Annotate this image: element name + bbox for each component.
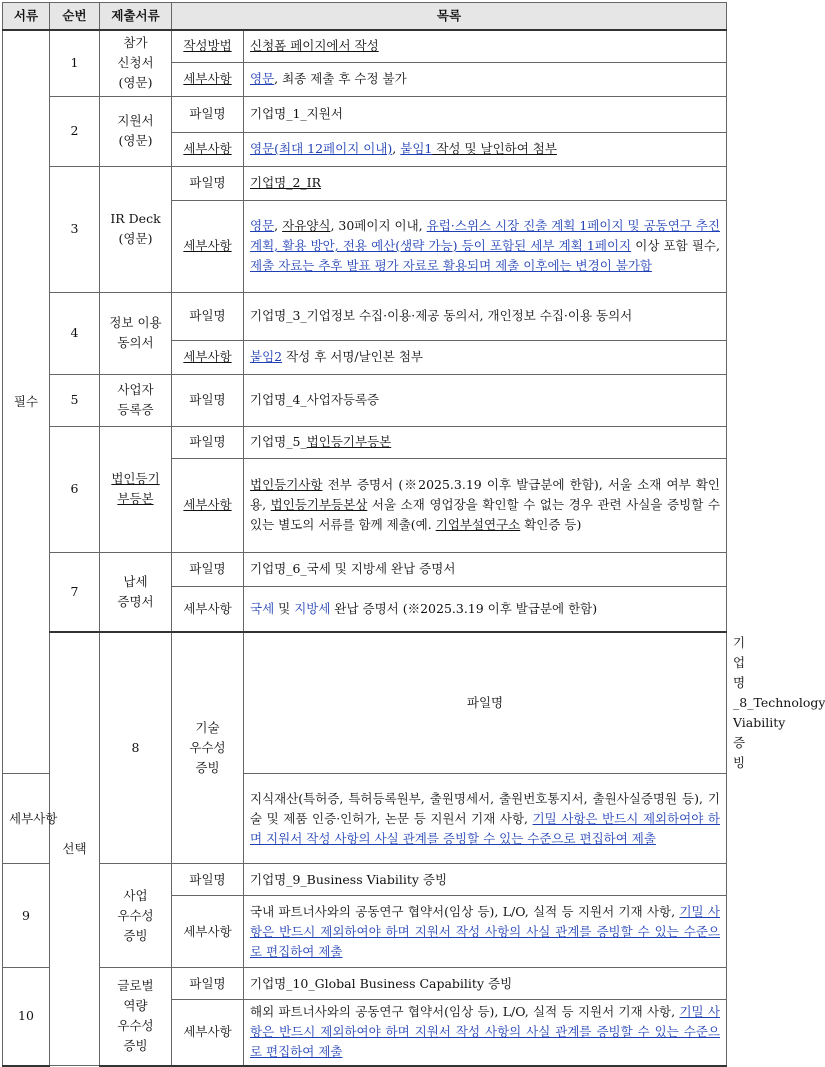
label-file: 파일명 (172, 166, 244, 200)
content-file: 기업명_6_국세 및 지방세 완납 증명서 (244, 552, 727, 586)
content-detail: 영문, 자유양식, 30페이지 이내, 유럽·스위스 시장 진출 계획 1페이지 및 공동연구 추진 계획, 활용 방안, 전용 예산(생략 가능) 등이 포함된 세부 계획 1페이지 이상 포함 필수, 제출 자료는 추후 발표 평가 자료로 활용되며 제출 이후에는 변경이 불가함 (244, 200, 727, 292)
content-file: 기업명_1_지원서 (244, 96, 727, 132)
row-number: 6 (50, 426, 100, 552)
label-detail: 세부사항 (172, 1000, 244, 1066)
content-detail: 법인등기사항 전부 증명서 (※2025.3.19 이후 발급분에 한함), 서울 소재 여부 확인용, 법인등기부등본상 서울 소재 영업장을 확인할 수 없는 경우 관련 사실을 증빙할 수 있는 별도의 서류를 함께 제출(예. 기업부설연구소 확인증 등) (244, 458, 727, 552)
doc-name: 정보 이용 동의서 (100, 292, 172, 374)
label-file: 파일명 (172, 968, 244, 1000)
group-required: 필수 (3, 30, 50, 774)
table-row (3, 292, 727, 340)
content-detail: 지식재산(특허증, 특허등록원부, 출원명세서, 출원번호통지서, 출원사실증명원 등), 기술 및 제품 인증·인허가, 논문 등 지원서 기재 사항, 기밀 사항은 반드시 제외하여야 하며 지원서 작성 사항의 사실 관계를 증빙할 수 있는 수준으로 편집하여 제출 (244, 774, 727, 864)
label-file: 파일명 (244, 632, 727, 774)
content-file: 기업명_5_법인등기부등본 (244, 426, 727, 458)
label-detail: 세부사항 (172, 896, 244, 968)
row-number: 10 (3, 968, 50, 1066)
doc-name: 사업 우수성 증빙 (100, 864, 172, 968)
label-detail: 세부사항 (3, 774, 50, 864)
table-row (3, 968, 727, 1000)
label-file: 파일명 (172, 96, 244, 132)
label-detail: 세부사항 (172, 586, 244, 632)
label-detail: 세부사항 (172, 200, 244, 292)
label-file: 파일명 (172, 374, 244, 426)
table-row: 선택 8 기술 우수성 증빙 파일명 기업명_8_Technology Viability 증빙 (3, 632, 727, 774)
label-detail: 세부사항 (172, 62, 244, 96)
label-file: 파일명 (172, 552, 244, 586)
group-optional: 선택 (50, 632, 100, 1066)
label-detail: 세부사항 (172, 132, 244, 166)
row-number: 9 (3, 864, 50, 968)
row-number: 1 (50, 30, 100, 96)
table-row (3, 552, 727, 586)
content-detail: 국세 및 지방세 완납 증명서 (※2025.3.19 이후 발급분에 한함) (244, 586, 727, 632)
row-number: 5 (50, 374, 100, 426)
content-method: 신청폼 페이지에서 작성 (244, 30, 727, 62)
header-list: 목록 (172, 3, 727, 31)
content-file: 기업명_4_사업자등록증 (244, 374, 727, 426)
row-number: 7 (50, 552, 100, 632)
doc-name: 사업자 등록증 (100, 374, 172, 426)
content-file: 기업명_3_기업정보 수집·이용·제공 동의서, 개인정보 수집·이용 동의서 (244, 292, 727, 340)
header-kind: 서류 (3, 3, 50, 31)
label-file: 파일명 (172, 292, 244, 340)
content-file: 기업명_10_Global Business Capability 증빙 (244, 968, 727, 1000)
content-file: 기업명_2_IR (244, 166, 727, 200)
header-doc: 제출서류 (100, 3, 172, 31)
content-detail: 해외 파트너사와의 공동연구 협약서(임상 등), L/O, 실적 등 지원서 기재 사항, 기밀 사항은 반드시 제외하여야 하며 지원서 작성 사항의 사실 관계를 증빙할 수 있는 수준으로 편집하여 제출 (244, 1000, 727, 1066)
content-detail: 붙임2 작성 후 서명/날인본 첨부 (244, 340, 727, 374)
table-row (3, 96, 727, 132)
label-method: 작성방법 (172, 30, 244, 62)
doc-name: 납세 증명서 (100, 552, 172, 632)
row-number: 4 (50, 292, 100, 374)
doc-name: 참가 신청서 (영문) (100, 30, 172, 96)
submission-documents-table (2, 2, 825, 1067)
table-row (3, 30, 727, 62)
doc-name: 지원서 (영문) (100, 96, 172, 166)
label-file: 파일명 (172, 426, 244, 458)
table-row (3, 426, 727, 458)
label-detail: 세부사항 (172, 458, 244, 552)
row-number: 8 (100, 632, 172, 864)
content-detail: 국내 파트너사와의 공동연구 협약서(임상 등), L/O, 실적 등 지원서 기재 사항, 기밀 사항은 반드시 제외하여야 하며 지원서 작성 사항의 사실 관계를 증빙할 수 있는 수준으로 편집하여 제출 (244, 896, 727, 968)
doc-name: 법인등기 부등본 (100, 426, 172, 552)
doc-name: IR Deck (영문) (100, 166, 172, 292)
doc-name: 기술 우수성 증빙 (172, 632, 244, 864)
row-number: 3 (50, 166, 100, 292)
label-file: 파일명 (172, 864, 244, 896)
doc-name: 글로벌 역량 우수성 증빙 (100, 968, 172, 1066)
table-row (3, 166, 727, 200)
header-order: 순번 (50, 3, 100, 31)
content-file: 기업명_9_Business Viability 증빙 (244, 864, 727, 896)
content-detail: 영문(최대 12페이지 이내), 붙임1 작성 및 날인하여 첨부 (244, 132, 727, 166)
header-row (3, 3, 727, 31)
table-row (3, 374, 727, 426)
content-detail: 영문, 최종 제출 후 수정 불가 (244, 62, 727, 96)
label-detail: 세부사항 (172, 340, 244, 374)
table-row (3, 864, 727, 896)
row-number: 2 (50, 96, 100, 166)
